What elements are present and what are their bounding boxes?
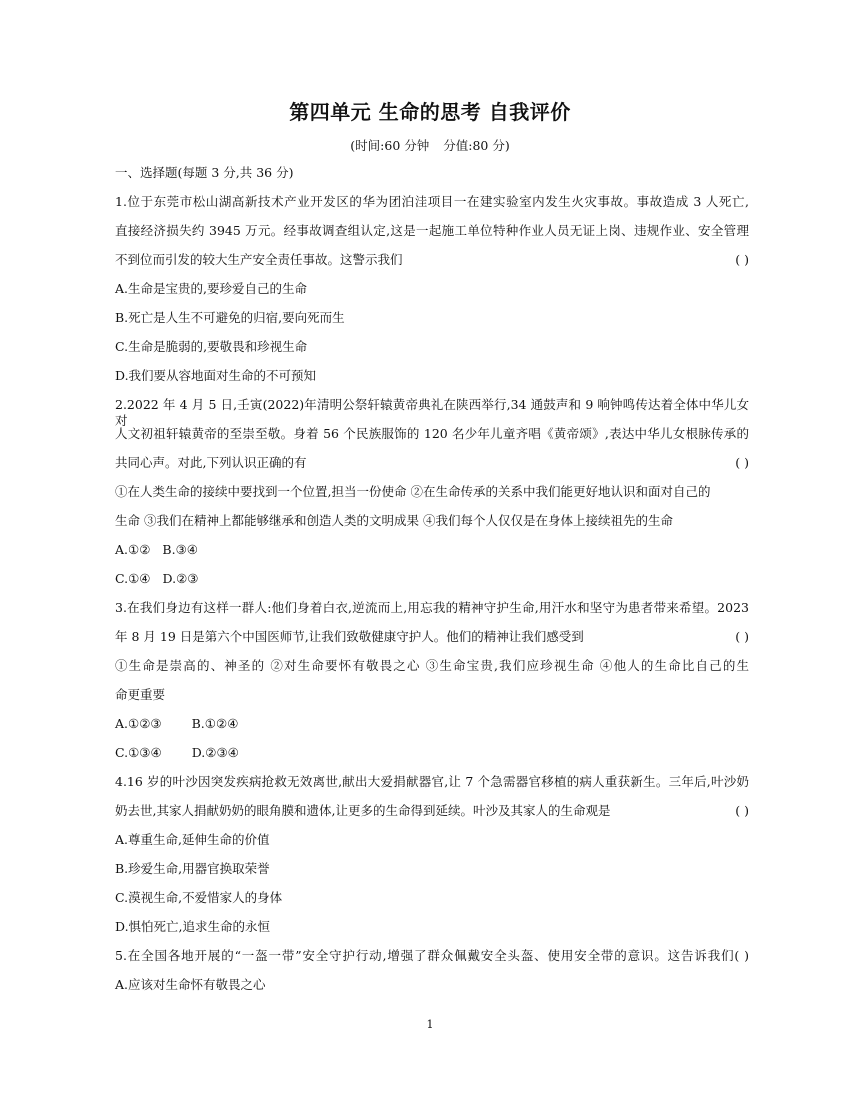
q2-stem-line-3: 共同心声。对此,下列认识正确的有 — [115, 455, 307, 470]
q3-option-d: D.②③④ — [191, 745, 239, 760]
q3-statements-line-1: ①生命是崇高的、神圣的 ②对生命要怀有敬畏之心 ③生命宝贵,我们应珍视生命 ④他人的生命比自己的生 — [115, 658, 749, 673]
q3-statements-line-2: 命更重要 — [115, 687, 166, 702]
q3-options-row-1 — [115, 716, 749, 732]
q2-option-c: C.①④ — [115, 571, 151, 586]
section-heading: 一、选择题(每题 3 分,共 36 分) — [115, 165, 294, 180]
q1-answer-blank: ( ) — [735, 252, 749, 267]
q2-statements-line-2: 生命 ③我们在精神上都能够继承和创造人类的文明成果 ④我们每个人仅仅是在身体上接续祖先的生命 — [115, 513, 673, 528]
q1-stem-line-1: 1.位于东莞市松山湖高新技术产业开发区的华为团泊洼项目一在建实验室内发生火灾事故。事故造成 3 人死亡, — [115, 194, 749, 209]
q2-option-b: B.③④ — [162, 542, 198, 557]
q4-option-d: D.惧怕死亡,追求生命的永恒 — [115, 919, 271, 934]
exam-info — [0, 136, 860, 154]
page-title: 第四单元 生命的思考 自我评价 — [289, 100, 571, 124]
q4-stem-line-2: 奶去世,其家人捐献奶奶的眼角膜和遗体,让更多的生命得到延续。叶沙及其家人的生命观是 — [115, 803, 611, 818]
q3-option-a: A.①②③ — [115, 716, 162, 731]
q3-options-row-2 — [115, 745, 749, 761]
q4-option-a: A.尊重生命,延伸生命的价值 — [115, 832, 270, 847]
exam-time: (时间:60 分钟 — [350, 138, 430, 153]
q4-option-b: B.珍爱生命,用器官换取荣誉 — [115, 861, 270, 876]
q2-options-row-1 — [115, 542, 749, 558]
q2-option-d: D.②③ — [162, 571, 199, 586]
q2-answer-blank: ( ) — [735, 455, 749, 470]
q5-option-a: A.应该对生命怀有敬畏之心 — [115, 977, 266, 992]
q3-stem-line-1: 3.在我们身边有这样一群人:他们身着白衣,逆流而上,用忘我的精神守护生命,用汗水和坚守为患者带来希望。2023 — [115, 600, 749, 615]
q4-answer-blank: ( ) — [735, 803, 749, 818]
q1-option-a: A.生命是宝贵的,要珍爱自己的生命 — [115, 281, 307, 296]
q1-stem-line-2: 直接经济损失约 3945 万元。经事故调查组认定,这是一起施工单位特种作业人员无证上岗、违规作业、安全管理 — [115, 223, 749, 238]
q4-option-c: C.漠视生命,不爱惜家人的身体 — [115, 890, 283, 905]
q2-stem-line-2: 人文初祖轩辕黄帝的至崇至敬。身着 56 个民族服饰的 120 名少年儿童齐唱《黄帝颂》,表达中华儿女根脉传承的 — [115, 426, 749, 441]
q3-stem-line-2: 年 8 月 19 日是第六个中国医师节,让我们致敬健康守护人。他们的精神让我们感受到 — [115, 629, 584, 644]
q3-option-c: C.①③④ — [115, 745, 162, 760]
q2-statements-line-1: ①在人类生命的接续中要找到一个位置,担当一份使命 ②在生命传承的关系中我们能更好地认识和面对自己的 — [115, 484, 711, 499]
page-number: 1 — [426, 1018, 434, 1031]
q2-option-a: A.①② — [115, 542, 151, 557]
q2-stem-line-1: 2.2022 年 4 月 5 日,壬寅(2022)年清明公祭轩辕黄帝典礼在陕西举行,34 通鼓声和 9 响钟鸣传达着全体中华儿女对 — [115, 397, 749, 428]
q1-option-d: D.我们要从容地面对生命的不可预知 — [115, 368, 317, 383]
q3-answer-blank: ( ) — [735, 629, 749, 644]
q4-stem-line-1: 4.16 岁的叶沙因突发疾病抢救无效离世,献出大爱捐献器官,让 7 个急需器官移植的病人重获新生。三年后,叶沙奶 — [115, 774, 749, 789]
q1-option-c: C.生命是脆弱的,要敬畏和珍视生命 — [115, 339, 308, 354]
q1-stem-line-3: 不到位而引发的较大生产安全责任事故。这警示我们 — [115, 252, 403, 267]
q2-options-row-2 — [115, 571, 749, 587]
q1-option-b: B.死亡是人生不可避免的归宿,要向死而生 — [115, 310, 345, 325]
exam-score: 分值:80 分) — [443, 138, 510, 153]
q3-option-b: B.①②④ — [191, 716, 239, 731]
q5-stem-line-1: 5.在全国各地开展的“一盔一带”安全守护行动,增强了群众佩戴安全头盔、使用安全带的意识。这告诉我们( ) — [115, 948, 749, 963]
